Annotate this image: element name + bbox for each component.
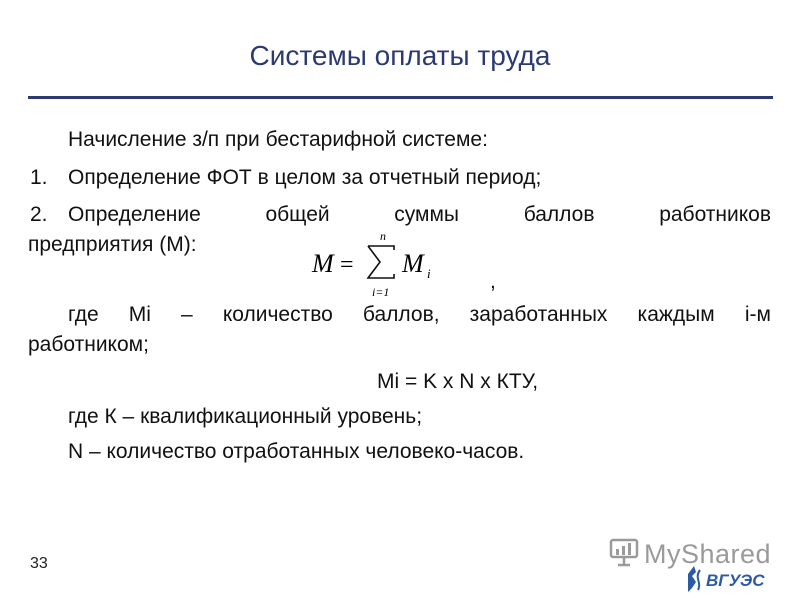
formula-term-subscript: i [427, 266, 431, 281]
intro-text: Начисление з/п при бестарифной системе: [68, 128, 488, 151]
where-n-text: N – количество отработанных человеко-часов. [68, 440, 525, 463]
formula-equals: = [340, 252, 354, 278]
list-item-2-word: Определение [68, 203, 201, 226]
list-item-2-continuation: предприятия (М): [28, 233, 197, 256]
list-item-2-line [68, 203, 771, 227]
list-item-2-word: суммы [394, 203, 460, 226]
where-mi-word: Mi [128, 303, 151, 326]
presentation-board-icon [608, 537, 640, 572]
formula-sum-lower: i=1 [372, 285, 390, 299]
formula-lhs: M [312, 249, 334, 278]
list-item-2-word: работников [659, 203, 771, 226]
sum-formula [310, 228, 440, 302]
where-mi-word: количество [222, 303, 333, 326]
list-item-2-word: общей [265, 203, 330, 226]
title-divider [28, 96, 773, 99]
formula-comma: , [490, 270, 496, 293]
list-item-2-number: 2. [30, 203, 48, 226]
where-mi-word: – [181, 303, 193, 326]
mi-formula: Mi = K x N x КТУ, [377, 370, 539, 393]
watermark-text: MyShared [644, 539, 772, 569]
where-k-text: где К – квалификационный уровень; [68, 405, 423, 428]
page-number: 33 [30, 555, 48, 572]
where-mi-word: где [68, 303, 99, 326]
formula-term: M [402, 249, 424, 278]
where-mi-continuation: работником; [28, 333, 149, 356]
list-item-1-number: 1. [30, 166, 48, 189]
list-item-2-word: баллов [523, 203, 595, 226]
where-mi-word: i-м [744, 303, 771, 326]
where-mi-word: каждым [637, 303, 715, 326]
sigma-symbol [368, 246, 394, 278]
list-item-1-text: Определение ФОТ в целом за отчетный период; [68, 166, 542, 189]
university-logo [680, 560, 770, 596]
slide-title: Системы оплаты труда [249, 40, 551, 71]
where-mi-word: баллов, [362, 303, 440, 326]
formula-sum-upper: n [380, 229, 386, 243]
where-mi-word: заработанных [469, 303, 608, 326]
logo-emblem [688, 566, 696, 592]
logo-text: ВГУЭС [706, 571, 765, 590]
where-mi-line [68, 303, 771, 327]
